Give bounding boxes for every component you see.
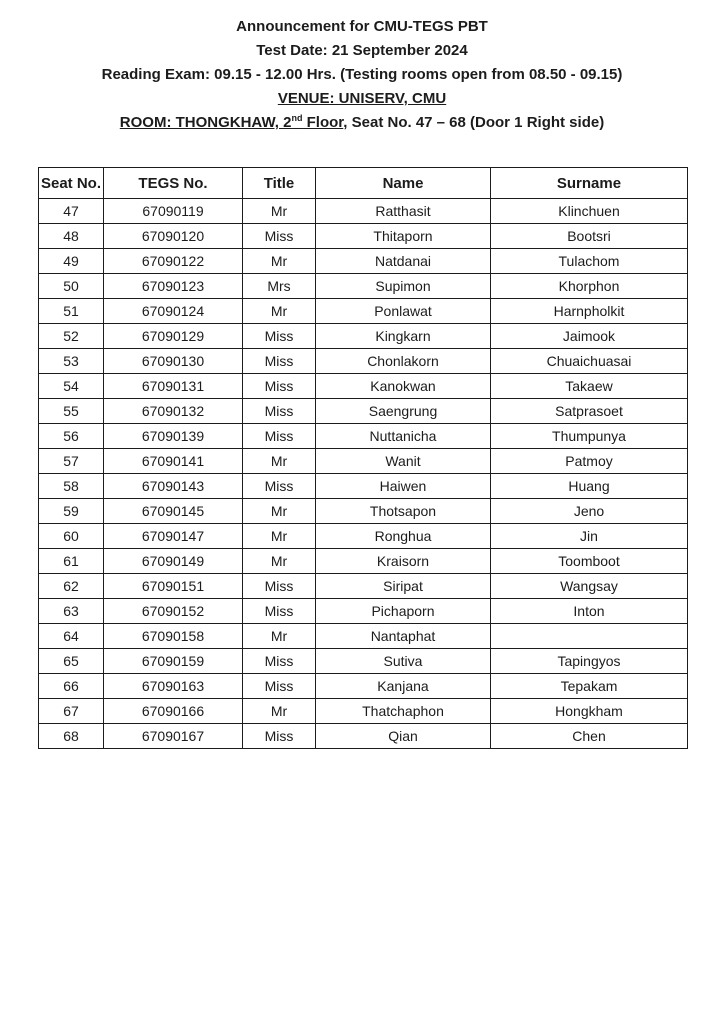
cell-surname xyxy=(491,624,688,649)
cell-title: Miss xyxy=(243,724,316,749)
cell-name: Natdanai xyxy=(316,249,491,274)
cell-surname: Harnpholkit xyxy=(491,299,688,324)
cell-seat-no: 64 xyxy=(39,624,104,649)
cell-name: Kanokwan xyxy=(316,374,491,399)
cell-title: Mr xyxy=(243,299,316,324)
cell-surname: Jin xyxy=(491,524,688,549)
table-row xyxy=(39,624,688,649)
cell-surname: Khorphon xyxy=(491,274,688,299)
cell-name: Supimon xyxy=(316,274,491,299)
table-row xyxy=(39,649,688,674)
table-body xyxy=(39,199,688,749)
table-row xyxy=(39,724,688,749)
cell-title: Miss xyxy=(243,324,316,349)
room-rest-text: , Seat No. 47 – 68 (Door 1 Right side) xyxy=(343,114,605,131)
cell-surname: Chen xyxy=(491,724,688,749)
cell-name: Thotsapon xyxy=(316,499,491,524)
cell-name: Nuttanicha xyxy=(316,424,491,449)
cell-seat-no: 65 xyxy=(39,649,104,674)
room-underlined-text xyxy=(120,114,344,131)
cell-title: Mr xyxy=(243,249,316,274)
table-row xyxy=(39,574,688,599)
table-row xyxy=(39,449,688,474)
cell-name: Kraisorn xyxy=(316,549,491,574)
cell-name: Kanjana xyxy=(316,674,491,699)
cell-seat-no: 50 xyxy=(39,274,104,299)
cell-surname: Jeno xyxy=(491,499,688,524)
table-row xyxy=(39,199,688,224)
cell-tegs-no: 67090130 xyxy=(104,349,243,374)
cell-surname: Bootsri xyxy=(491,224,688,249)
cell-seat-no: 55 xyxy=(39,399,104,424)
cell-tegs-no: 67090131 xyxy=(104,374,243,399)
cell-name: Siripat xyxy=(316,574,491,599)
test-date-line: Test Date: 21 September 2024 xyxy=(256,42,468,59)
cell-name: Chonlakorn xyxy=(316,349,491,374)
table-row xyxy=(39,349,688,374)
cell-name: Qian xyxy=(316,724,491,749)
cell-seat-no: 60 xyxy=(39,524,104,549)
cell-surname: Tulachom xyxy=(491,249,688,274)
room-text-part2: Floor xyxy=(302,114,344,131)
cell-title: Mrs xyxy=(243,274,316,299)
col-header-name: Name xyxy=(316,168,491,199)
cell-surname: Wangsay xyxy=(491,574,688,599)
cell-tegs-no: 67090145 xyxy=(104,499,243,524)
cell-seat-no: 62 xyxy=(39,574,104,599)
cell-surname: Tapingyos xyxy=(491,649,688,674)
cell-tegs-no: 67090123 xyxy=(104,274,243,299)
col-header-title: Title xyxy=(243,168,316,199)
cell-title: Miss xyxy=(243,574,316,599)
cell-surname: Jaimook xyxy=(491,324,688,349)
cell-name: Pichaporn xyxy=(316,599,491,624)
table-row xyxy=(39,424,688,449)
cell-tegs-no: 67090119 xyxy=(104,199,243,224)
table-row xyxy=(39,274,688,299)
announcement-title: Announcement for CMU-TEGS PBT xyxy=(236,18,488,35)
cell-surname: Hongkham xyxy=(491,699,688,724)
cell-surname: Tepakam xyxy=(491,674,688,699)
cell-title: Mr xyxy=(243,449,316,474)
cell-title: Miss xyxy=(243,474,316,499)
col-header-tegs-no: TEGS No. xyxy=(104,168,243,199)
cell-title: Miss xyxy=(243,399,316,424)
table-row xyxy=(39,474,688,499)
cell-name: Nantaphat xyxy=(316,624,491,649)
cell-surname: Takaew xyxy=(491,374,688,399)
table-row xyxy=(39,674,688,699)
cell-tegs-no: 67090122 xyxy=(104,249,243,274)
table-row xyxy=(39,549,688,574)
cell-name: Ronghua xyxy=(316,524,491,549)
cell-seat-no: 56 xyxy=(39,424,104,449)
cell-title: Miss xyxy=(243,649,316,674)
cell-name: Saengrung xyxy=(316,399,491,424)
cell-title: Miss xyxy=(243,599,316,624)
cell-name: Kingkarn xyxy=(316,324,491,349)
cell-title: Mr xyxy=(243,624,316,649)
cell-seat-no: 58 xyxy=(39,474,104,499)
cell-seat-no: 54 xyxy=(39,374,104,399)
cell-title: Mr xyxy=(243,499,316,524)
cell-tegs-no: 67090147 xyxy=(104,524,243,549)
cell-title: Mr xyxy=(243,549,316,574)
col-header-surname: Surname xyxy=(491,168,688,199)
exam-time-line: Reading Exam: 09.15 - 12.00 Hrs. (Testing rooms open from 08.50 - 09.15) xyxy=(101,66,623,83)
cell-name: Thitaporn xyxy=(316,224,491,249)
cell-tegs-no: 67090132 xyxy=(104,399,243,424)
table-row xyxy=(39,699,688,724)
cell-seat-no: 49 xyxy=(39,249,104,274)
cell-tegs-no: 67090167 xyxy=(104,724,243,749)
cell-surname: Thumpunya xyxy=(491,424,688,449)
cell-seat-no: 61 xyxy=(39,549,104,574)
table-row xyxy=(39,324,688,349)
cell-name: Sutiva xyxy=(316,649,491,674)
cell-surname: Klinchuen xyxy=(491,199,688,224)
cell-tegs-no: 67090143 xyxy=(104,474,243,499)
table-row xyxy=(39,374,688,399)
cell-seat-no: 68 xyxy=(39,724,104,749)
table-header-row xyxy=(39,168,688,199)
cell-tegs-no: 67090120 xyxy=(104,224,243,249)
cell-seat-no: 57 xyxy=(39,449,104,474)
cell-seat-no: 67 xyxy=(39,699,104,724)
table-row xyxy=(39,499,688,524)
cell-surname: Toomboot xyxy=(491,549,688,574)
cell-tegs-no: 67090139 xyxy=(104,424,243,449)
cell-tegs-no: 67090129 xyxy=(104,324,243,349)
seat-assignment-table xyxy=(38,167,688,749)
cell-name: Wanit xyxy=(316,449,491,474)
cell-tegs-no: 67090166 xyxy=(104,699,243,724)
cell-surname: Huang xyxy=(491,474,688,499)
room-line xyxy=(0,111,724,135)
cell-tegs-no: 67090152 xyxy=(104,599,243,624)
cell-title: Miss xyxy=(243,674,316,699)
col-header-seat-no: Seat No. xyxy=(39,168,104,199)
cell-tegs-no: 67090124 xyxy=(104,299,243,324)
cell-tegs-no: 67090151 xyxy=(104,574,243,599)
cell-surname: Inton xyxy=(491,599,688,624)
cell-seat-no: 48 xyxy=(39,224,104,249)
cell-seat-no: 63 xyxy=(39,599,104,624)
room-text-part1: ROOM: THONGKHAW, 2 xyxy=(119,114,292,131)
cell-title: Miss xyxy=(243,374,316,399)
cell-seat-no: 59 xyxy=(39,499,104,524)
cell-title: Miss xyxy=(243,349,316,374)
cell-name: Haiwen xyxy=(316,474,491,499)
cell-surname: Chuaichuasai xyxy=(491,349,688,374)
table-row xyxy=(39,599,688,624)
cell-seat-no: 66 xyxy=(39,674,104,699)
cell-title: Miss xyxy=(243,224,316,249)
cell-tegs-no: 67090163 xyxy=(104,674,243,699)
table-row xyxy=(39,249,688,274)
cell-seat-no: 51 xyxy=(39,299,104,324)
cell-seat-no: 47 xyxy=(39,199,104,224)
ordinal-superscript: nd xyxy=(291,113,303,123)
cell-tegs-no: 67090141 xyxy=(104,449,243,474)
table-row xyxy=(39,299,688,324)
cell-name: Ponlawat xyxy=(316,299,491,324)
table-row xyxy=(39,399,688,424)
cell-name: Thatchaphon xyxy=(316,699,491,724)
venue-line: VENUE: UNISERV, CMU xyxy=(277,90,447,107)
cell-title: Mr xyxy=(243,524,316,549)
table-row xyxy=(39,524,688,549)
cell-tegs-no: 67090149 xyxy=(104,549,243,574)
document-header xyxy=(0,0,724,135)
cell-name: Ratthasit xyxy=(316,199,491,224)
cell-tegs-no: 67090159 xyxy=(104,649,243,674)
cell-surname: Patmoy xyxy=(491,449,688,474)
cell-seat-no: 52 xyxy=(39,324,104,349)
table-row xyxy=(39,224,688,249)
cell-title: Mr xyxy=(243,699,316,724)
cell-tegs-no: 67090158 xyxy=(104,624,243,649)
cell-surname: Satprasoet xyxy=(491,399,688,424)
cell-title: Mr xyxy=(243,199,316,224)
cell-seat-no: 53 xyxy=(39,349,104,374)
cell-title: Miss xyxy=(243,424,316,449)
